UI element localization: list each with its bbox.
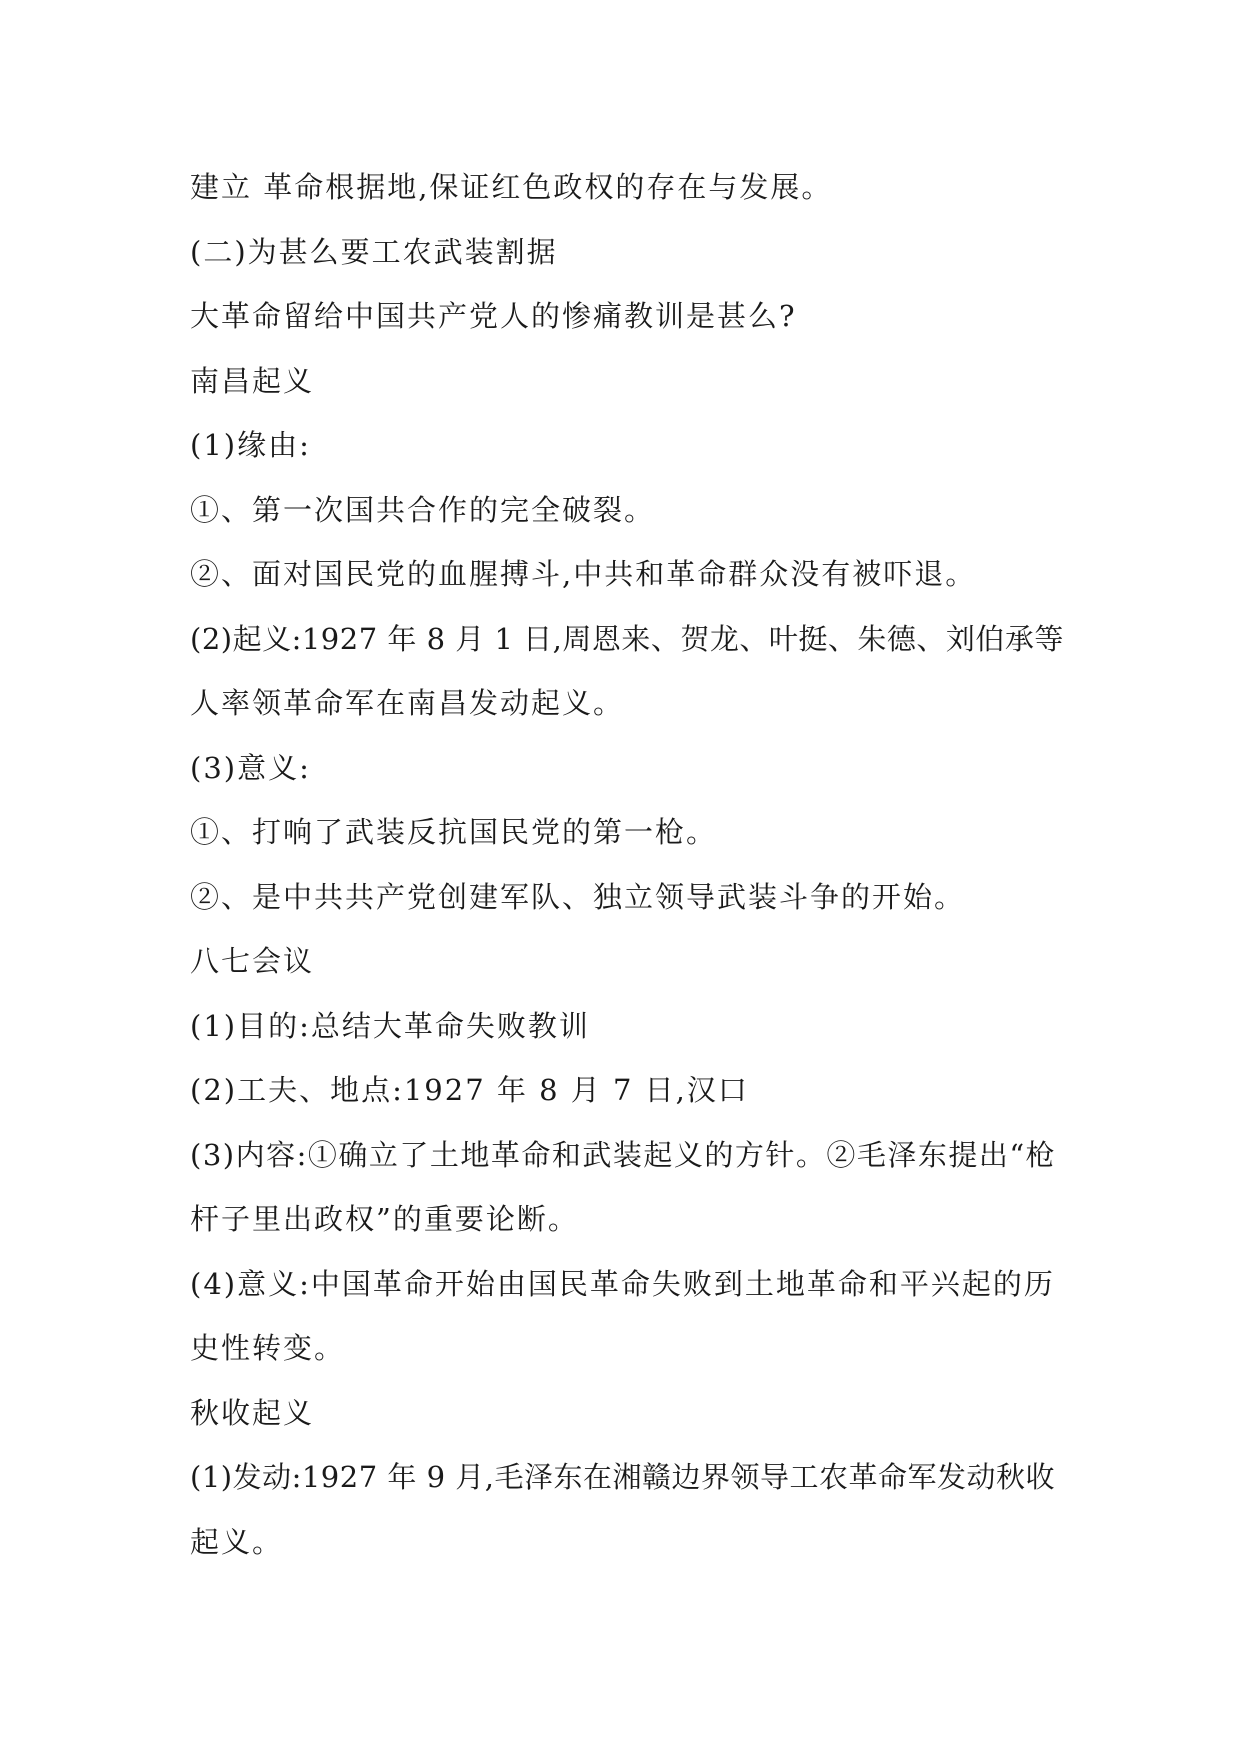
- section-heading: (二)为甚么要工农武装割据: [190, 234, 558, 269]
- text-line: (4)意义:中国革命开始由国民革命失败到土地革命和平兴起的历: [190, 1266, 1055, 1301]
- text-line: 建立 革命根据地,保证红色政权的存在与发展。: [190, 170, 833, 204]
- text-line: (1)目的:总结大革命失败教训: [190, 1008, 590, 1043]
- text-line: (1)发动:1927 年 9 月,毛泽东在湘赣边界领导工农革命军发动秋收: [190, 1460, 1055, 1494]
- text-line: ①、打响了武装反抗国民党的第一枪。: [190, 815, 718, 849]
- topic-heading: 秋收起义: [190, 1395, 315, 1430]
- topic-heading: 八七会议: [190, 944, 315, 978]
- text-line: 杆子里出政权”的重要论断。: [190, 1202, 579, 1236]
- text-line: 人率领革命军在南昌发动起义。: [190, 686, 625, 720]
- topic-heading: 南昌起义: [190, 363, 315, 398]
- text-line: (2)起义:1927 年 8 月 1 日,周恩来、贺龙、叶挺、朱德、刘伯承等: [190, 621, 1064, 656]
- text-line: 史性转变。: [190, 1331, 346, 1365]
- text-line: (3)内容:①确立了土地革命和武装起义的方针。②毛泽东提出“枪: [190, 1137, 1057, 1172]
- text-line: (1)缘由:: [190, 428, 311, 462]
- text-line: 大革命留给中国共产党人的惨痛教训是甚么?: [190, 299, 797, 333]
- document-body: [190, 155, 1070, 1574]
- text-line: ②、面对国民党的血腥搏斗,中共和革命群众没有被吓退。: [190, 557, 977, 591]
- text-line: 起义。: [190, 1524, 284, 1559]
- text-line: (2)工夫、地点:1927 年 8 月 7 日,汉口: [190, 1073, 749, 1107]
- text-line: (3)意义:: [190, 750, 311, 785]
- text-line: ②、是中共共产党创建军队、独立领导武装斗争的开始。: [190, 879, 966, 914]
- text-line: ①、第一次国共合作的完全破裂。: [190, 492, 656, 527]
